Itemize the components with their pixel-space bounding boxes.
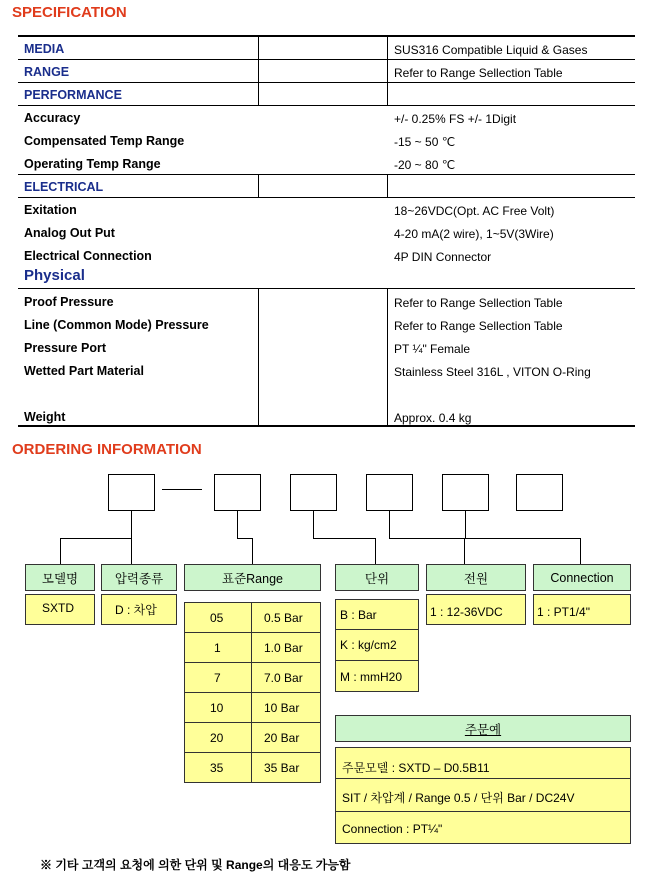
spec-label: Electrical Connection: [24, 249, 152, 263]
connector-line: [389, 538, 465, 539]
range-code-cell: [184, 692, 252, 723]
model-value-cell: [25, 594, 95, 625]
spec-value: Stainless Steel 316L , VITON O-Ring: [394, 365, 591, 379]
connector-line: [252, 538, 253, 564]
pressure-type-header: 압력종류: [101, 564, 177, 591]
range-value: 35 Bar: [264, 761, 300, 775]
spec-value: -15 ~ 50 ℃: [394, 135, 456, 149]
connection-value-cell: [533, 594, 631, 625]
range-code-cell: [184, 602, 252, 633]
spec-row-wetted-material: [18, 360, 635, 383]
spec-row-weight: [18, 406, 635, 429]
range-value-cell: [251, 692, 321, 723]
spec-label: Pressure Port: [24, 341, 106, 355]
order-example-header: 주문예: [335, 715, 631, 742]
unit-option-cell: [335, 629, 419, 661]
spec-row-physical: [18, 266, 635, 289]
spec-label: Weight: [24, 410, 66, 424]
spec-row-elec-connection: [18, 245, 635, 268]
spec-label: Proof Pressure: [24, 295, 114, 309]
spec-label: PERFORMANCE: [24, 88, 122, 102]
unit-option: M : mmH20: [340, 670, 403, 684]
pressure-type-value-cell: [101, 594, 177, 625]
order-example-model: 주문모델 : SXTD – D0.5B11: [342, 761, 490, 775]
spec-value: -20 ~ 80 ℃: [394, 158, 456, 172]
range-value-cell: [251, 722, 321, 753]
range-value-cell: [251, 662, 321, 693]
spec-value: 18~26VDC(Opt. AC Free Volt): [394, 204, 555, 218]
connector-line: [60, 538, 132, 539]
spec-value: SUS316 Compatible Liquid & Gases: [394, 43, 588, 57]
spec-label: Analog Out Put: [24, 226, 115, 240]
range-code: 7: [214, 671, 221, 685]
connector-line: [131, 511, 132, 538]
spec-row-op-temp: [18, 153, 635, 176]
dash-line: [162, 489, 202, 490]
spec-value: Approx. 0.4 kg: [394, 411, 472, 425]
connector-line: [237, 538, 252, 539]
spec-value: 4P DIN Connector: [394, 250, 492, 264]
model-value: SXTD: [42, 601, 75, 615]
pressure-type-value: D : 차압: [115, 603, 157, 617]
model-header: 모델명: [25, 564, 95, 591]
footnote: ※ 기타 고객의 요청에 의한 단위 및 Range의 대응도 가능함: [40, 858, 351, 872]
range-value: 7.0 Bar: [264, 671, 303, 685]
spec-row-comp-temp: [18, 130, 635, 153]
range-header: 표준Range: [184, 564, 321, 591]
connector-line: [465, 511, 466, 538]
connector-line: [375, 538, 376, 564]
connector-line: [580, 538, 581, 564]
connection-header: Connection: [533, 564, 631, 591]
range-value: 10 Bar: [264, 701, 300, 715]
order-example-line: [335, 778, 631, 812]
spec-row-line-pressure: [18, 314, 635, 337]
spec-label: ELECTRICAL: [24, 180, 104, 194]
spec-label: Wetted Part Material: [24, 364, 144, 378]
range-value-cell: [251, 632, 321, 663]
range-code: 20: [210, 731, 224, 745]
spec-row-accuracy: [18, 107, 635, 130]
connector-line: [464, 538, 465, 564]
connector-line: [465, 538, 580, 539]
ordering-title: ORDERING INFORMATION: [12, 441, 202, 458]
unit-option-cell: [335, 660, 419, 692]
range-code-cell: [184, 752, 252, 783]
range-code: 10: [210, 701, 224, 715]
unit-option: B : Bar: [340, 608, 377, 622]
range-code: 35: [210, 761, 224, 775]
connector-line: [313, 511, 314, 538]
order-example-line: [335, 747, 631, 779]
spec-value: 4-20 mA(2 wire), 1~5V(3Wire): [394, 227, 554, 241]
spec-row-range: [18, 61, 635, 84]
power-value-cell: [426, 594, 526, 625]
range-code-cell: [184, 662, 252, 693]
order-example-desc: SIT / 차압계 / Range 0.5 / 단위 Bar / DC24V: [342, 791, 575, 805]
order-example-line: [335, 811, 631, 844]
power-header: 전원: [426, 564, 526, 591]
connection-value: 1 : PT1/4": [537, 605, 590, 619]
spec-label: Compensated Temp Range: [24, 134, 185, 148]
spec-row-performance: [18, 84, 635, 107]
range-value: 0.5 Bar: [264, 611, 303, 625]
spec-label: Physical: [24, 267, 85, 284]
connector-line: [389, 511, 390, 538]
spec-label: RANGE: [24, 65, 70, 79]
spec-row-pressure-port: [18, 337, 635, 360]
range-value: 1.0 Bar: [264, 641, 303, 655]
spec-label: MEDIA: [24, 42, 65, 56]
spec-row-exitation: [18, 199, 635, 222]
connector-line: [60, 538, 61, 564]
range-code-cell: [184, 632, 252, 663]
code-box-range: [214, 474, 261, 511]
code-box-option: [516, 474, 563, 511]
spec-row-analog-out: [18, 222, 635, 245]
range-code: 05: [210, 611, 224, 625]
spec-row-proof-pressure: [18, 291, 635, 314]
table-top-border: [18, 35, 635, 37]
order-example-connection: Connection : PT¼": [342, 822, 443, 836]
spec-value: Refer to Range Sellection Table: [394, 296, 563, 310]
range-value: 20 Bar: [264, 731, 300, 745]
spec-row-media: [18, 38, 635, 61]
spec-value: Refer to Range Sellection Table: [394, 66, 563, 80]
code-box-connection: [442, 474, 489, 511]
spec-value: +/- 0.25% FS +/- 1Digit: [394, 112, 517, 126]
unit-option: K : kg/cm2: [340, 638, 397, 652]
spec-title: SPECIFICATION: [12, 4, 127, 21]
spec-value: Refer to Range Sellection Table: [394, 319, 563, 333]
spec-label: Operating Temp Range: [24, 157, 161, 171]
range-code-cell: [184, 722, 252, 753]
power-value: 1 : 12-36VDC: [430, 605, 503, 619]
unit-header: 단위: [335, 564, 419, 591]
spec-value: PT ¼" Female: [394, 342, 471, 356]
code-box-power: [366, 474, 413, 511]
range-code: 1: [214, 641, 221, 655]
range-value-cell: [251, 752, 321, 783]
connector-line: [237, 511, 238, 538]
connector-line: [313, 538, 376, 539]
spec-row-blank: [18, 383, 635, 406]
spec-label: Line (Common Mode) Pressure: [24, 318, 209, 332]
spec-row-electrical: [18, 176, 635, 199]
code-box-unit: [290, 474, 337, 511]
range-value-cell: [251, 602, 321, 633]
unit-option-cell: [335, 599, 419, 630]
spec-label: Exitation: [24, 203, 77, 217]
code-box-model: [108, 474, 155, 511]
connector-line: [131, 538, 132, 564]
spec-label: Accuracy: [24, 111, 81, 125]
